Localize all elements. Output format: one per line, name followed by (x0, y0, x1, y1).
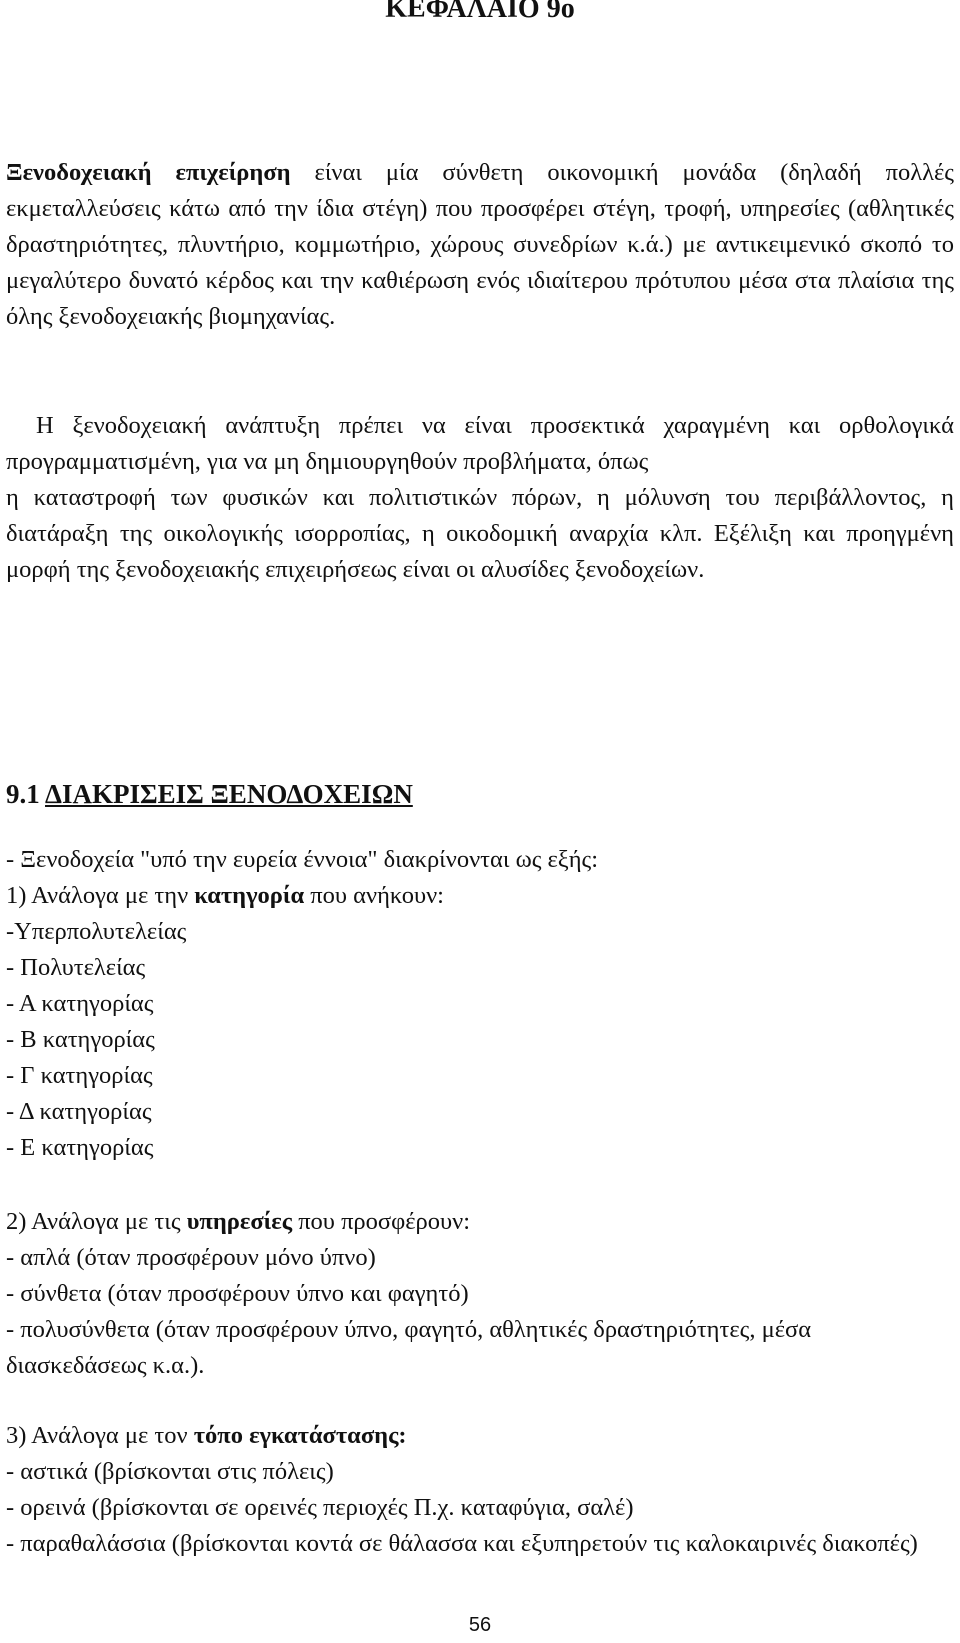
list-item: - Πολυτελείας (6, 954, 146, 981)
services-lead-after: που προσφέρουν: (292, 1208, 471, 1235)
location-lead-before: 3) Ανάλογα με τον (6, 1422, 194, 1449)
list-item: - σύνθετα (όταν προσφέρουν ύπνο και φαγητό) (6, 1280, 469, 1307)
list-item: - αστικά (βρίσκονται στις πόλεις) (6, 1458, 334, 1485)
list-item: - Β κατηγορίας (6, 1026, 155, 1053)
category-lead-bold: κατηγορία (194, 882, 305, 909)
services-lead-bold: υπηρεσίες (186, 1208, 293, 1235)
intro-paragraph (6, 155, 954, 335)
services-list (6, 1204, 954, 1384)
section-heading (6, 779, 413, 810)
development-part1: Η ξενοδοχειακή ανάπτυξη πρέπει να είναι προσεκτικά χαραγμένη και ορθολογικά προγραμματισμένη, για να μη δημιουργηθούν προβλήματα, όπως (6, 412, 954, 475)
list-item: - απλά (όταν προσφέρουν μόνο ύπνο) (6, 1244, 376, 1271)
intro-definition: είναι μία σύνθετη οικονομική μονάδα (δηλαδή πολλές εκμεταλλεύσεις κάτω από την ίδια στέγη) που προσφέρει στέγη, τροφή, υπηρεσίες (αθλητικές δραστηριότητες, πλυντήριο, κομμωτήριο, χώρους συνεδρίων κ.ά.) με αντικειμενικό σκοπό το μεγαλύτερο δυνατό κέρδος και την καθιέρωση ενός ιδιαίτερου πρότυπου μέσα στα πλαίσια της όλης ξενοδοχειακής βιομηχανίας. (6, 159, 954, 330)
list-item: - πολυσύνθετα (όταν προσφέρουν ύπνο, φαγητό, αθλητικές δραστηριότητες, μέσα διασκεδάσεως κ.α.). (6, 1316, 812, 1379)
location-lead (6, 1418, 954, 1454)
category-lead-after: που ανήκουν: (304, 882, 444, 909)
category-lead-before: 1) Ανάλογα με την (6, 882, 195, 909)
services-lead (6, 1204, 954, 1240)
classification-intro: - Ξενοδοχεία "υπό την ευρεία έννοια" διακρίνονται ως εξής: (6, 846, 599, 873)
list-item: - Α κατηγορίας (6, 990, 154, 1017)
development-paragraph (6, 408, 954, 588)
location-list (6, 1418, 954, 1562)
section-title: ΔΙΑΚΡΙΣΕΙΣ ΞΕΝΟΔΟΧΕΙΩΝ (45, 779, 413, 809)
page-number: 56 (468, 1614, 492, 1636)
list-item: - παραθαλάσσια (βρίσκονται κοντά σε θάλασσα και εξυπηρετούν τις καλοκαιρινές διακοπές) (6, 1530, 918, 1557)
chapter-title: ΚΕΦΑΛΑΙΟ 9ο (385, 0, 575, 24)
category-list (6, 842, 954, 1166)
list-item: - ορεινά (βρίσκονται σε ορεινές περιοχές Π.χ. καταφύγια, σαλέ) (6, 1494, 634, 1521)
section-number: 9.1 (6, 779, 46, 809)
development-part2: η καταστροφή των φυσικών και πολιτιστικών πόρων, η μόλυνση του περιβάλλοντος, η διατάραξη της οικολογικής ισορροπίας, η οικοδομική αναρχία κλπ. Εξέλιξη και προηγμένη μορφή της ξενοδοχειακής επιχειρήσεως είναι οι αλυσίδες ξενοδοχείων. (6, 484, 954, 583)
list-item: - Ε κατηγορίας (6, 1134, 154, 1161)
intro-term: Ξενοδοχειακή επιχείρηση (6, 159, 291, 186)
list-item: - Γ κατηγορίας (6, 1062, 153, 1089)
location-lead-bold: τόπο εγκατάστασης: (193, 1422, 407, 1449)
list-item: -Υπερπολυτελείας (6, 918, 187, 945)
category-lead (6, 878, 954, 914)
list-item: - Δ κατηγορίας (6, 1098, 152, 1125)
services-lead-before: 2) Ανάλογα με τις (6, 1208, 187, 1235)
